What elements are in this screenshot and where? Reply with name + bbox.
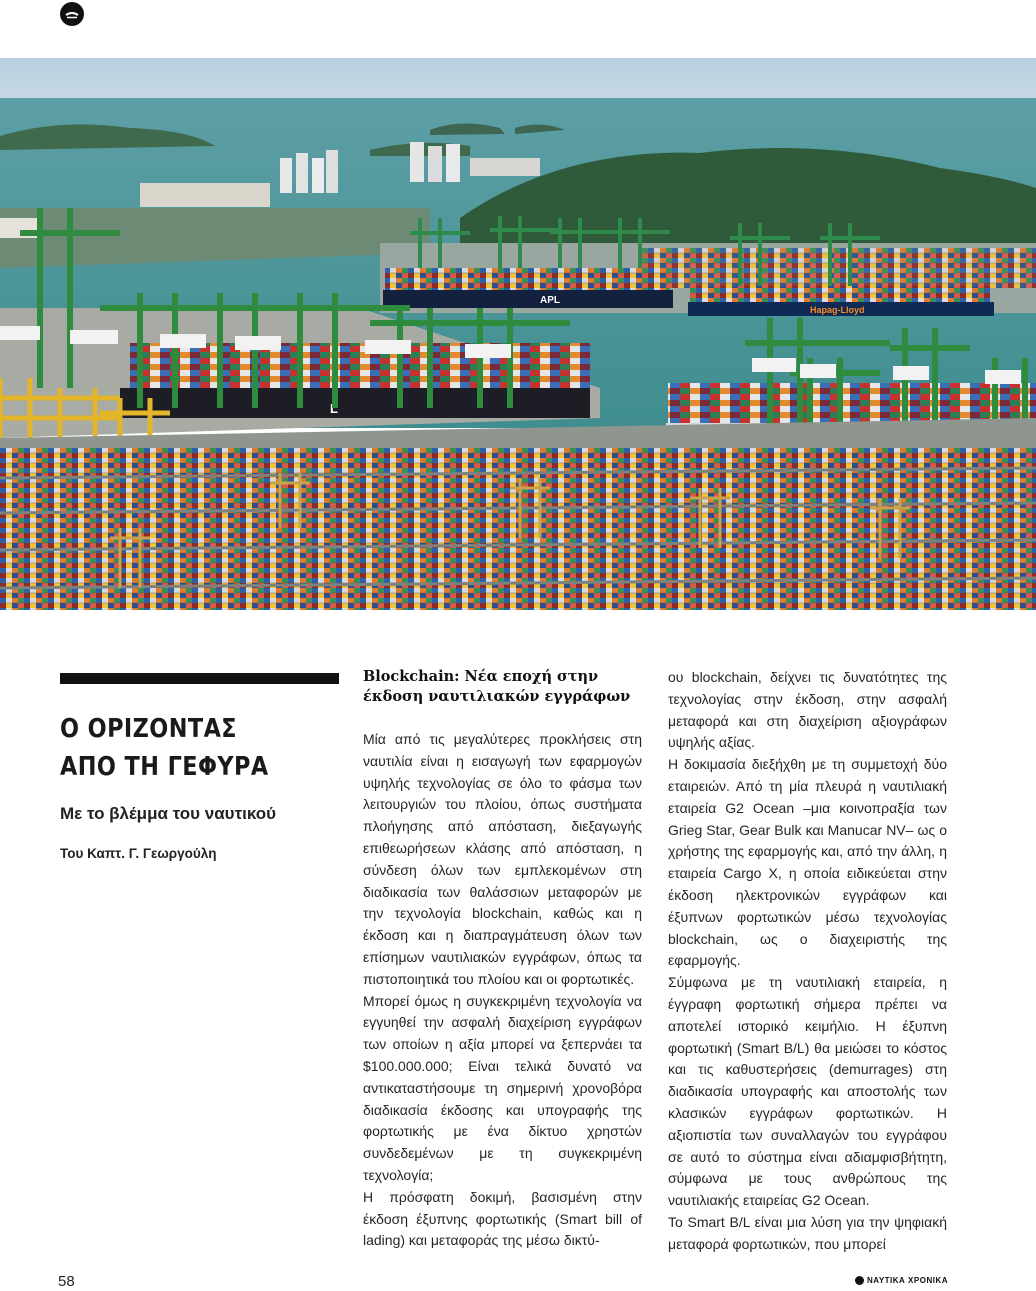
paragraph: Σύμφωνα με τη ναυτιλιακή εταιρεία, η έγγραφη φορτωτική σήμερα πρέπει να αποτελεί ιστορικό κειμήλιο. Η έξυπνη φορτωτική (Smart B/L) θα μειώσει το κόστος και τις καθυστερήσεις (demurrages) στη διαδικασία υπογραφής και αποστολής των κλασικών εγγράφων φορτωτικών. Η αξιοπιστία των συναλλαγών του εγγράφου σε αυτό το σύστημα είναι αδιαμφισβήτητη, σύμφωνα με τους ανθρώπους της ναυτιλιακής εταιρείας G2 Ocean. (668, 974, 947, 1209)
section-title (363, 667, 642, 707)
headline-line-1: Ο ΟΡΙΖΟΝΤΑΣ (60, 714, 238, 744)
paragraph: Το Smart B/L είναι μια λύση για την ψηφιακή μεταφορά φορτωτικών, που μπορεί (668, 1213, 947, 1252)
article-header (60, 673, 339, 861)
footer-logo-icon (855, 1276, 864, 1285)
paragraph: Η δοκιμασία διεξήχθη με τη συμμετοχή δύο εταιρειών. Από τη μία πλευρά η ναυτιλιακή εταιρεία G2 Ocean –μια κοινοπραξία των Grieg Star, Gear Bulk και Manucar NV– ως ο χρήστης της εφαρμογής και, από την άλλη, η εταιρεία Cargo X, η οποία ειδικεύεται στην έκδοση ηλεκτρονικών εγγράφων και έξυπνων φορτωτικών μέσω τεχνολογίας blockchain, ως ο διαχειριστής της εφαρμογής. (668, 756, 947, 969)
magazine-logo-icon (60, 2, 84, 26)
headline-line-2: ΑΠΟ ΤΗ ΓΕΦΥΡΑ (60, 752, 269, 782)
ship-label-hapag: Hapag-Lloyd (810, 305, 865, 315)
footer-brand (855, 1276, 948, 1285)
header-rule (60, 673, 339, 684)
byline: Του Καπτ. Γ. Γεωργούλη (60, 846, 217, 861)
ship-label-apl: APL (540, 295, 560, 306)
headline (60, 710, 300, 786)
section-title-line-1: Blockchain: Νέα εποχή στην (363, 668, 599, 685)
article-column-1 (363, 667, 642, 1252)
paragraph: Η πρόσφατη δοκιμή, βασισμένη στην έκδοση έξυπνης φορτωτικής (Smart bill of lading) και μεταφοράς της μέσω δικτύ- (363, 1188, 642, 1249)
section-title-line-2: έκδοση ναυτιλιακών εγγράφων (363, 688, 631, 705)
paragraph: ου blockchain, δείχνει τις δυνατότητες της τεχνολογίας στην έκδοση, στην ασφαλή μεταφορά και στη διαχείριση αξιογράφων υψηλής αξίας. (668, 669, 947, 751)
subtitle: Με το βλέμμα του ναυτικού (60, 804, 277, 823)
paragraph: Μία από τις μεγαλύτερες προκλήσεις στη ναυτιλία είναι η εισαγωγή των εφαρμογών υψηλής τεχνολογίας σε όλο το φάσμα των λειτουργιών του πλοίου, όπως συστήματα πλοήγησης από απόσταση, διεξαγωγής επιθεωρήσεων κλάσης από απόσταση, η σύνδεση όλων των εμπλεκομένων στη διαδικασία των θαλάσσιων μεταφορών με την τεχνολογία blockchain, καθώς και η έκδοση και η διαπραγμάτευση όλων των επίσημων ναυτιλιακών εγγράφων, όπως τα πιστοποιητικά του πλοίου και οι φορτωτικές. (363, 731, 642, 987)
article-column-2 (668, 667, 947, 1256)
magazine-name: ΝΑΥΤΙΚΑ ΧΡΟΝΙΚΑ (867, 1276, 948, 1285)
ship-label-near: L (330, 401, 338, 416)
paragraph: Μπορεί όμως η συγκεκριμένη τεχνολογία να εγγυηθεί την ασφαλή διαχείριση εγγράφων των οποίων η αξία μπορεί να ξεπερνάει τα $100.000.000; Είναι τελικά δυνατό να αντικαταστήσουμε τη σημερινή χρονοβόρα διαδικασία έκδοσης και υπογραφής της φορτωτικής με ένα δίκτυο χρηστών συνδεδεμένων με τη συγκεκριμένη τεχνολογία; (363, 992, 642, 1183)
port-photo (0, 58, 1036, 610)
page-number: 58 (58, 1273, 75, 1290)
